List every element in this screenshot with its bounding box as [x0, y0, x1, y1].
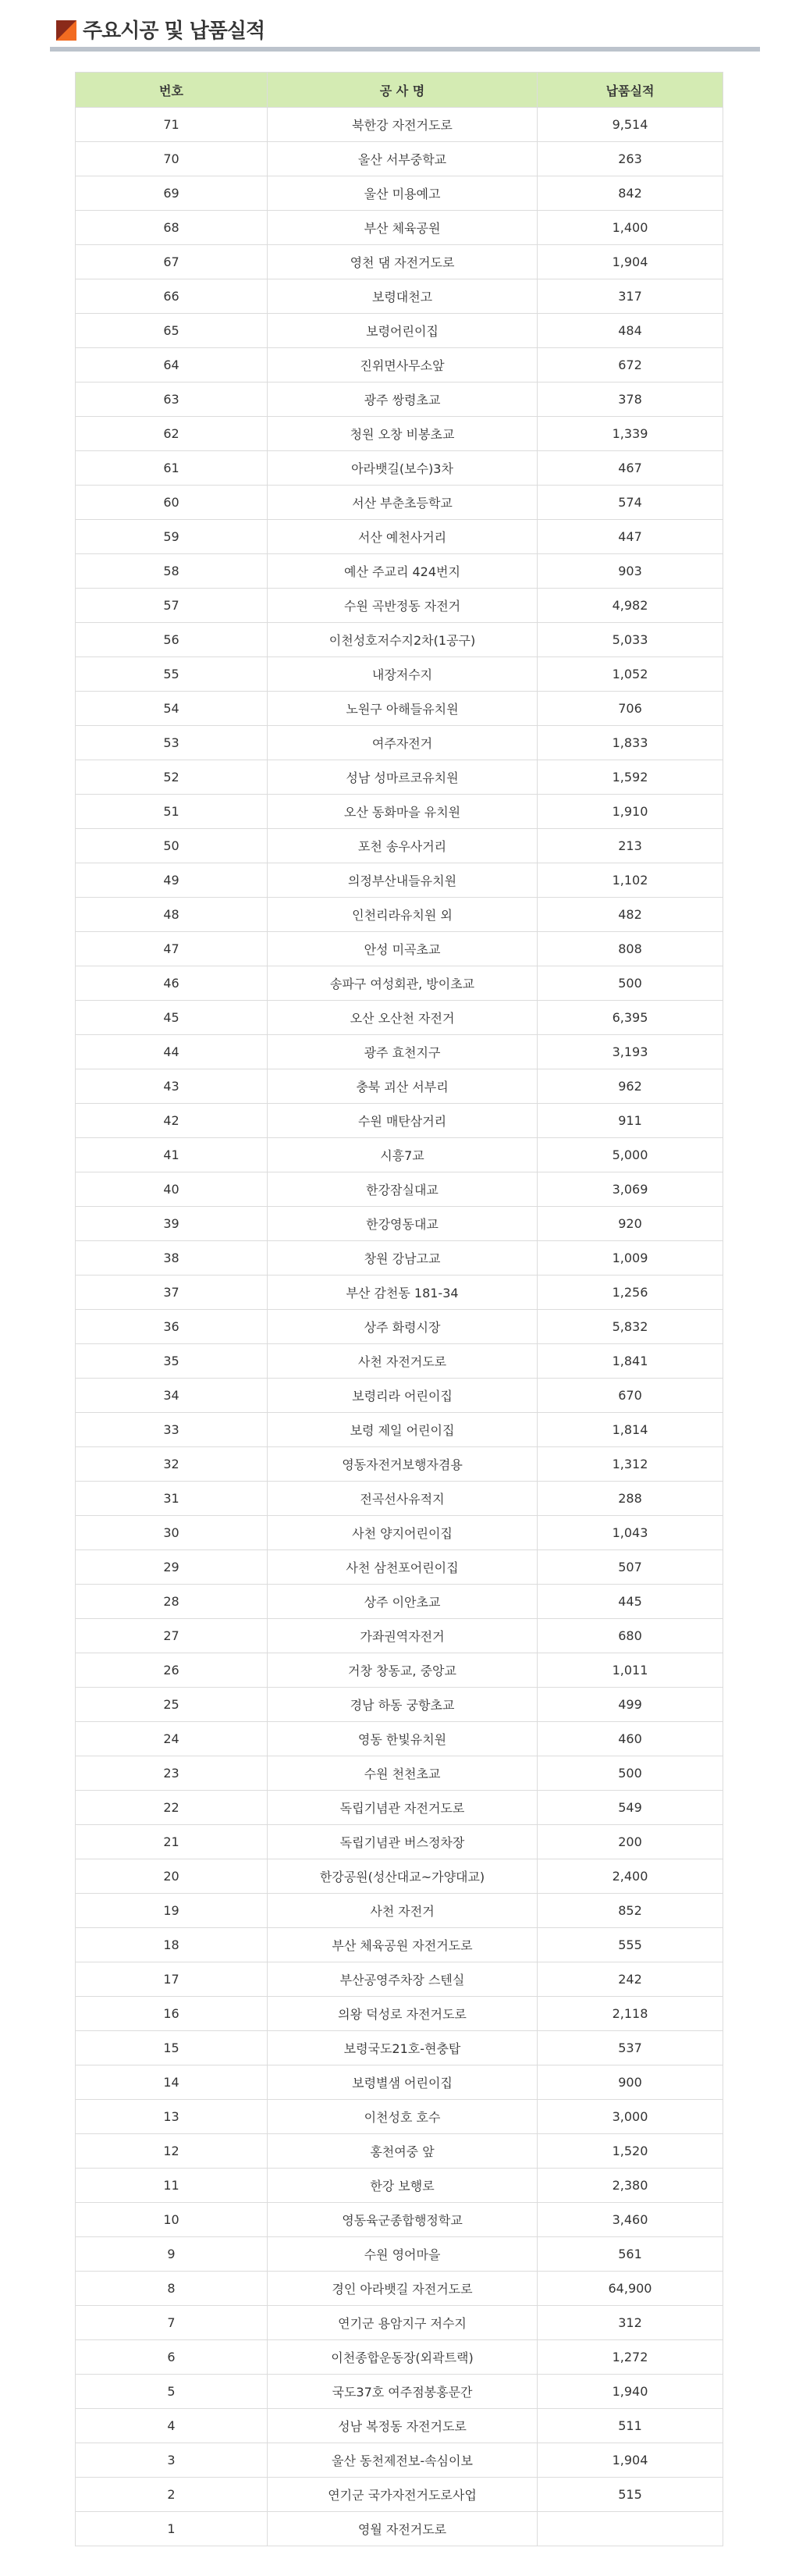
table-row — [76, 417, 723, 451]
row-project-name: 시흥7교 — [268, 1138, 538, 1172]
row-project-name: 영월 자전거도로 — [268, 2512, 538, 2546]
table-row — [76, 1172, 723, 1207]
row-number: 15 — [76, 2031, 268, 2065]
row-number: 71 — [76, 108, 268, 142]
table-row — [76, 932, 723, 966]
row-number: 4 — [76, 2409, 268, 2443]
row-project-name: 거창 창동교, 중앙교 — [268, 1653, 538, 1688]
table-row — [76, 2237, 723, 2272]
row-delivery: 5,000 — [538, 1138, 723, 1172]
row-project-name: 사천 삼천포어린이집 — [268, 1550, 538, 1585]
row-delivery: 460 — [538, 1722, 723, 1756]
row-delivery: 561 — [538, 2237, 723, 2272]
table-row — [76, 829, 723, 863]
row-delivery: 467 — [538, 451, 723, 486]
table-row — [76, 1035, 723, 1069]
row-number: 31 — [76, 1482, 268, 1516]
row-project-name: 내장저수지 — [268, 657, 538, 692]
row-project-name: 노원구 아해들유치원 — [268, 692, 538, 726]
row-delivery: 200 — [538, 1825, 723, 1859]
row-number: 6 — [76, 2340, 268, 2375]
row-project-name: 보령 제일 어린이집 — [268, 1413, 538, 1447]
row-delivery: 680 — [538, 1619, 723, 1653]
table-row — [76, 1344, 723, 1379]
table-row — [76, 1516, 723, 1550]
row-project-name: 한강영동대교 — [268, 1207, 538, 1241]
row-project-name: 부산 체육공원 자전거도로 — [268, 1928, 538, 1962]
row-project-name: 보령국도21호-현충탑 — [268, 2031, 538, 2065]
row-project-name: 이천성호저수지2차(1공구) — [268, 623, 538, 657]
table-row — [76, 2375, 723, 2409]
table-row — [76, 1104, 723, 1138]
table-row — [76, 211, 723, 245]
table-row — [76, 2512, 723, 2546]
row-project-name: 수원 영어마을 — [268, 2237, 538, 2272]
row-delivery: 808 — [538, 932, 723, 966]
table-row — [76, 2065, 723, 2100]
row-project-name: 상주 이안초교 — [268, 1585, 538, 1619]
row-project-name: 예산 주교리 424번지 — [268, 554, 538, 589]
table-row — [76, 2203, 723, 2237]
row-delivery: 5,832 — [538, 1310, 723, 1344]
row-project-name: 영동자전거보행자겸용 — [268, 1447, 538, 1482]
row-number: 41 — [76, 1138, 268, 1172]
row-number: 40 — [76, 1172, 268, 1207]
column-header-delivery: 납품실적 — [538, 73, 723, 108]
row-delivery: 672 — [538, 348, 723, 382]
row-number: 67 — [76, 245, 268, 279]
row-number: 69 — [76, 176, 268, 211]
row-delivery: 4,982 — [538, 589, 723, 623]
row-delivery: 447 — [538, 520, 723, 554]
table-header-row — [76, 73, 723, 108]
row-project-name: 의왕 덕성로 자전거도로 — [268, 1997, 538, 2031]
table-row — [76, 795, 723, 829]
table-row — [76, 1894, 723, 1928]
table-row — [76, 589, 723, 623]
row-delivery: 1,312 — [538, 1447, 723, 1482]
row-number: 3 — [76, 2443, 268, 2478]
row-delivery: 500 — [538, 1756, 723, 1791]
row-delivery: 64,900 — [538, 2272, 723, 2306]
table-row — [76, 623, 723, 657]
row-number: 18 — [76, 1928, 268, 1962]
table-row — [76, 1997, 723, 2031]
table-row — [76, 1791, 723, 1825]
row-number: 38 — [76, 1241, 268, 1276]
table-row — [76, 2306, 723, 2340]
row-project-name: 안성 미곡초교 — [268, 932, 538, 966]
row-delivery: 1,833 — [538, 726, 723, 760]
row-number: 64 — [76, 348, 268, 382]
row-project-name: 연기군 용암지구 저수지 — [268, 2306, 538, 2340]
row-number: 36 — [76, 1310, 268, 1344]
row-number: 8 — [76, 2272, 268, 2306]
row-project-name: 사천 자전거도로 — [268, 1344, 538, 1379]
row-project-name: 사천 자전거 — [268, 1894, 538, 1928]
page-title: 주요시공 및 납품실적 — [83, 20, 265, 43]
row-delivery: 2,400 — [538, 1859, 723, 1894]
row-number: 25 — [76, 1688, 268, 1722]
row-project-name: 수원 곡반정동 자전거 — [268, 589, 538, 623]
row-project-name: 청원 오창 비봉초교 — [268, 417, 538, 451]
table-row — [76, 1447, 723, 1482]
row-delivery: 1,052 — [538, 657, 723, 692]
table-row — [76, 1825, 723, 1859]
row-project-name: 영천 댐 자전거도로 — [268, 245, 538, 279]
table-row — [76, 451, 723, 486]
row-delivery: 1,102 — [538, 863, 723, 898]
row-delivery: 670 — [538, 1379, 723, 1413]
row-delivery: 1,339 — [538, 417, 723, 451]
row-number: 34 — [76, 1379, 268, 1413]
row-project-name: 연기군 국가자전거도로사업 — [268, 2478, 538, 2512]
row-delivery: 3,069 — [538, 1172, 723, 1207]
row-project-name: 광주 쌍령초교 — [268, 382, 538, 417]
row-project-name: 여주자전거 — [268, 726, 538, 760]
row-project-name: 오산 동화마을 유치원 — [268, 795, 538, 829]
table-row — [76, 1379, 723, 1413]
row-delivery: 537 — [538, 2031, 723, 2065]
table-row — [76, 760, 723, 795]
table-row — [76, 2272, 723, 2306]
row-number: 24 — [76, 1722, 268, 1756]
row-number: 12 — [76, 2134, 268, 2169]
table-row — [76, 2169, 723, 2203]
row-delivery: 842 — [538, 176, 723, 211]
row-number: 42 — [76, 1104, 268, 1138]
row-project-name: 보령별샘 어린이집 — [268, 2065, 538, 2100]
row-number: 56 — [76, 623, 268, 657]
row-project-name: 북한강 자전거도로 — [268, 108, 538, 142]
row-project-name: 한강 보행로 — [268, 2169, 538, 2203]
table-row — [76, 142, 723, 176]
row-project-name: 서산 예천사거리 — [268, 520, 538, 554]
table-row — [76, 1001, 723, 1035]
row-number: 49 — [76, 863, 268, 898]
row-number: 23 — [76, 1756, 268, 1791]
row-project-name: 울산 미용예고 — [268, 176, 538, 211]
row-project-name: 창원 강남고교 — [268, 1241, 538, 1276]
row-number: 11 — [76, 2169, 268, 2203]
row-number: 32 — [76, 1447, 268, 1482]
row-number: 5 — [76, 2375, 268, 2409]
row-delivery: 1,904 — [538, 2443, 723, 2478]
row-project-name: 전곡선사유적지 — [268, 1482, 538, 1516]
row-number: 52 — [76, 760, 268, 795]
row-delivery: 1,011 — [538, 1653, 723, 1688]
row-number: 7 — [76, 2306, 268, 2340]
row-project-name: 울산 동천제전보-속심이보 — [268, 2443, 538, 2478]
row-project-name: 포천 송우사거리 — [268, 829, 538, 863]
table-row — [76, 966, 723, 1001]
row-number: 17 — [76, 1962, 268, 1997]
table-row — [76, 554, 723, 589]
row-delivery: 515 — [538, 2478, 723, 2512]
table-row — [76, 1276, 723, 1310]
table-row — [76, 1413, 723, 1447]
table-row — [76, 2100, 723, 2134]
row-delivery: 507 — [538, 1550, 723, 1585]
row-delivery: 312 — [538, 2306, 723, 2340]
column-header-project-name: 공 사 명 — [268, 73, 538, 108]
row-project-name: 이천종합운동장(외곽트랙) — [268, 2340, 538, 2375]
row-project-name: 아라뱃길(보수)3차 — [268, 451, 538, 486]
row-delivery: 706 — [538, 692, 723, 726]
row-project-name: 가좌권역자전거 — [268, 1619, 538, 1653]
row-delivery: 962 — [538, 1069, 723, 1104]
table-row — [76, 1962, 723, 1997]
row-delivery: 1,400 — [538, 211, 723, 245]
row-project-name: 한강공원(성산대교~가양대교) — [268, 1859, 538, 1894]
table-row — [76, 692, 723, 726]
performance-table — [75, 72, 723, 2546]
row-delivery: 511 — [538, 2409, 723, 2443]
row-project-name: 울산 서부중학교 — [268, 142, 538, 176]
row-project-name: 성남 성마르코유치원 — [268, 760, 538, 795]
row-number: 37 — [76, 1276, 268, 1310]
row-delivery: 900 — [538, 2065, 723, 2100]
row-number: 26 — [76, 1653, 268, 1688]
row-project-name: 광주 효천지구 — [268, 1035, 538, 1069]
row-number: 46 — [76, 966, 268, 1001]
row-number: 33 — [76, 1413, 268, 1447]
row-project-name: 홍천여중 앞 — [268, 2134, 538, 2169]
row-number: 9 — [76, 2237, 268, 2272]
row-project-name: 의정부산내들유치원 — [268, 863, 538, 898]
table-row — [76, 382, 723, 417]
row-delivery: 242 — [538, 1962, 723, 1997]
table-row — [76, 1585, 723, 1619]
row-delivery: 1,043 — [538, 1516, 723, 1550]
row-delivery: 1,910 — [538, 795, 723, 829]
row-number: 51 — [76, 795, 268, 829]
row-number: 20 — [76, 1859, 268, 1894]
row-project-name: 독립기념관 버스정차장 — [268, 1825, 538, 1859]
table-row — [76, 1482, 723, 1516]
table-row — [76, 726, 723, 760]
row-number: 61 — [76, 451, 268, 486]
row-number: 63 — [76, 382, 268, 417]
row-project-name: 부산 감천동 181-34 — [268, 1276, 538, 1310]
table-row — [76, 1928, 723, 1962]
table-row — [76, 245, 723, 279]
row-delivery: 1,256 — [538, 1276, 723, 1310]
row-delivery — [538, 2512, 723, 2546]
table-row — [76, 2134, 723, 2169]
row-delivery: 3,193 — [538, 1035, 723, 1069]
row-delivery: 3,460 — [538, 2203, 723, 2237]
row-number: 27 — [76, 1619, 268, 1653]
row-project-name: 독립기념관 자전거도로 — [268, 1791, 538, 1825]
title-logo-icon — [56, 20, 76, 41]
row-delivery: 3,000 — [538, 2100, 723, 2134]
table-row — [76, 1688, 723, 1722]
table-row — [76, 1550, 723, 1585]
table-row — [76, 1138, 723, 1172]
table-row — [76, 2478, 723, 2512]
table-row — [76, 108, 723, 142]
row-number: 13 — [76, 2100, 268, 2134]
row-number: 43 — [76, 1069, 268, 1104]
row-project-name: 한강잠실대교 — [268, 1172, 538, 1207]
page-header — [50, 16, 760, 53]
row-project-name: 경인 아라뱃길 자전거도로 — [268, 2272, 538, 2306]
row-delivery: 2,118 — [538, 1997, 723, 2031]
table-row — [76, 1207, 723, 1241]
row-number: 54 — [76, 692, 268, 726]
row-project-name: 부산 체육공원 — [268, 211, 538, 245]
table-row — [76, 486, 723, 520]
row-project-name: 사천 양지어린이집 — [268, 1516, 538, 1550]
row-delivery: 263 — [538, 142, 723, 176]
row-delivery: 6,395 — [538, 1001, 723, 1035]
table-row — [76, 1722, 723, 1756]
row-number: 39 — [76, 1207, 268, 1241]
row-project-name: 보령어린이집 — [268, 314, 538, 348]
table-row — [76, 657, 723, 692]
row-number: 65 — [76, 314, 268, 348]
row-project-name: 수원 천천초교 — [268, 1756, 538, 1791]
row-project-name: 성남 복정동 자전거도로 — [268, 2409, 538, 2443]
table-row — [76, 863, 723, 898]
row-number: 44 — [76, 1035, 268, 1069]
row-project-name: 송파구 여성회관, 방이초교 — [268, 966, 538, 1001]
row-number: 14 — [76, 2065, 268, 2100]
row-number: 2 — [76, 2478, 268, 2512]
row-delivery: 1,592 — [538, 760, 723, 795]
row-delivery: 549 — [538, 1791, 723, 1825]
row-delivery: 288 — [538, 1482, 723, 1516]
row-delivery: 555 — [538, 1928, 723, 1962]
row-delivery: 903 — [538, 554, 723, 589]
row-delivery: 911 — [538, 1104, 723, 1138]
row-project-name: 영동육군종합행정학교 — [268, 2203, 538, 2237]
table-row — [76, 1756, 723, 1791]
row-number: 16 — [76, 1997, 268, 2031]
row-project-name: 경남 하동 궁항초교 — [268, 1688, 538, 1722]
row-delivery: 852 — [538, 1894, 723, 1928]
row-number: 1 — [76, 2512, 268, 2546]
row-number: 28 — [76, 1585, 268, 1619]
row-delivery: 574 — [538, 486, 723, 520]
row-number: 59 — [76, 520, 268, 554]
table-row — [76, 520, 723, 554]
table-row — [76, 1310, 723, 1344]
row-number: 10 — [76, 2203, 268, 2237]
table-row — [76, 279, 723, 314]
row-delivery: 499 — [538, 1688, 723, 1722]
row-number: 22 — [76, 1791, 268, 1825]
row-delivery: 1,904 — [538, 245, 723, 279]
row-number: 48 — [76, 898, 268, 932]
row-delivery: 920 — [538, 1207, 723, 1241]
table-row — [76, 2443, 723, 2478]
row-number: 53 — [76, 726, 268, 760]
row-number: 29 — [76, 1550, 268, 1585]
row-number: 45 — [76, 1001, 268, 1035]
row-delivery: 1,520 — [538, 2134, 723, 2169]
row-project-name: 진위면사무소앞 — [268, 348, 538, 382]
row-project-name: 상주 화령시장 — [268, 1310, 538, 1344]
row-number: 35 — [76, 1344, 268, 1379]
row-number: 58 — [76, 554, 268, 589]
row-delivery: 1,940 — [538, 2375, 723, 2409]
row-delivery: 1,841 — [538, 1344, 723, 1379]
row-delivery: 445 — [538, 1585, 723, 1619]
row-project-name: 국도37호 여주점봉홍문간 — [268, 2375, 538, 2409]
row-project-name: 부산공영주차장 스텐실 — [268, 1962, 538, 1997]
row-number: 70 — [76, 142, 268, 176]
row-number: 30 — [76, 1516, 268, 1550]
row-number: 47 — [76, 932, 268, 966]
table-row — [76, 1241, 723, 1276]
table-row — [76, 314, 723, 348]
row-project-name: 서산 부춘초등학교 — [268, 486, 538, 520]
table-row — [76, 1069, 723, 1104]
row-delivery: 500 — [538, 966, 723, 1001]
row-number: 57 — [76, 589, 268, 623]
row-number: 62 — [76, 417, 268, 451]
row-delivery: 9,514 — [538, 108, 723, 142]
row-number: 60 — [76, 486, 268, 520]
row-number: 66 — [76, 279, 268, 314]
row-delivery: 1,272 — [538, 2340, 723, 2375]
row-number: 68 — [76, 211, 268, 245]
table-row — [76, 348, 723, 382]
row-project-name: 이천성호 호수 — [268, 2100, 538, 2134]
table-row — [76, 176, 723, 211]
row-project-name: 보령대천고 — [268, 279, 538, 314]
row-delivery: 482 — [538, 898, 723, 932]
row-delivery: 484 — [538, 314, 723, 348]
row-delivery: 213 — [538, 829, 723, 863]
row-project-name: 충북 괴산 서부리 — [268, 1069, 538, 1104]
row-number: 21 — [76, 1825, 268, 1859]
row-project-name: 영동 한빛유치원 — [268, 1722, 538, 1756]
row-delivery: 2,380 — [538, 2169, 723, 2203]
title-divider — [50, 47, 760, 52]
row-number: 50 — [76, 829, 268, 863]
table-row — [76, 2340, 723, 2375]
row-delivery: 5,033 — [538, 623, 723, 657]
table-row — [76, 2031, 723, 2065]
row-delivery: 317 — [538, 279, 723, 314]
row-project-name: 보령리라 어린이집 — [268, 1379, 538, 1413]
column-header-number: 번호 — [76, 73, 268, 108]
table-row — [76, 898, 723, 932]
row-project-name: 오산 오산천 자전거 — [268, 1001, 538, 1035]
row-delivery: 378 — [538, 382, 723, 417]
table-row — [76, 2409, 723, 2443]
row-project-name: 수원 매탄삼거리 — [268, 1104, 538, 1138]
row-project-name: 인천리라유치원 외 — [268, 898, 538, 932]
table-row — [76, 1859, 723, 1894]
row-number: 19 — [76, 1894, 268, 1928]
row-number: 55 — [76, 657, 268, 692]
row-delivery: 1,814 — [538, 1413, 723, 1447]
table-row — [76, 1653, 723, 1688]
row-delivery: 1,009 — [538, 1241, 723, 1276]
table-row — [76, 1619, 723, 1653]
